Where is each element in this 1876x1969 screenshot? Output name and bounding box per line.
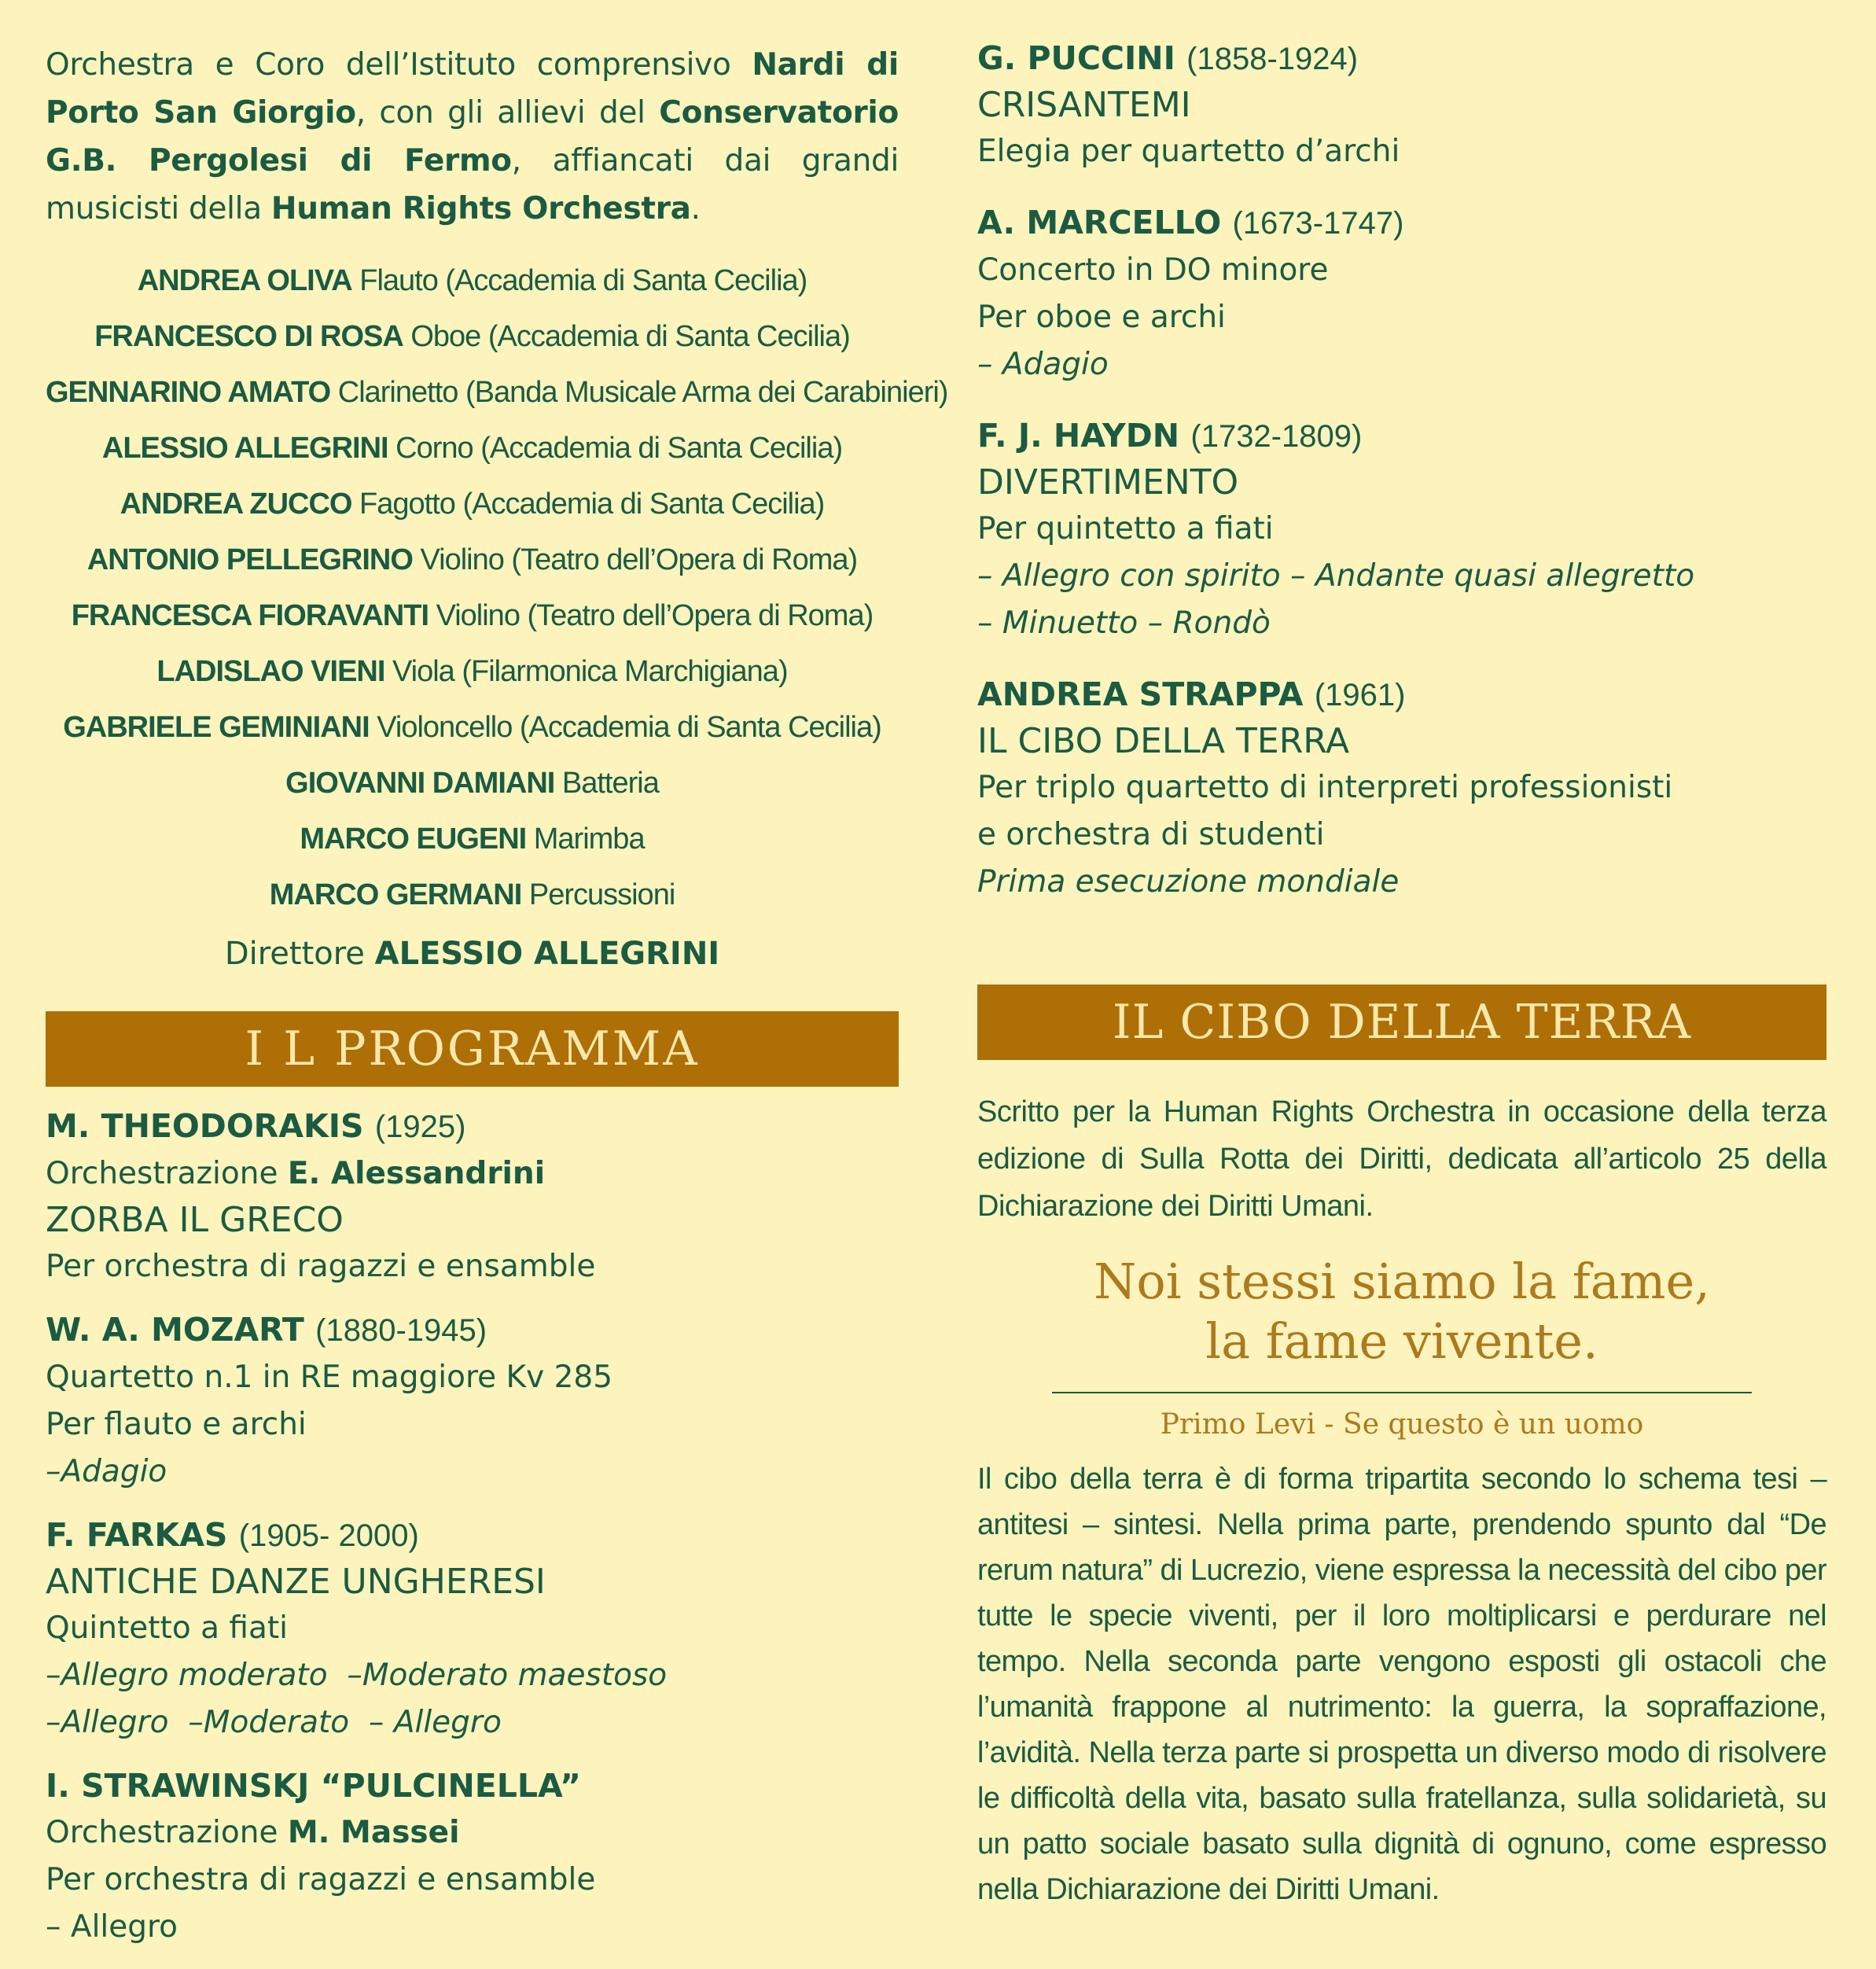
- divider: [1052, 1392, 1752, 1393]
- piece-description: Elegia per quartetto d’archi: [977, 134, 1400, 169]
- piece-composer: I. STRAWINSKJ “PULCINELLA”: [46, 1767, 581, 1805]
- musician-role: Batteria: [561, 767, 659, 800]
- piece-title: ZORBA IL GRECO: [46, 1200, 344, 1240]
- musician-role: Violoncello (Accademia di Santa Cecilia): [377, 711, 881, 744]
- composer-dates: (1961): [1314, 678, 1406, 712]
- musician-name: GENNARINO AMATO: [46, 376, 331, 409]
- intro-conservatory: Conservatorio G.B. Pergolesi di Fermo: [46, 95, 899, 178]
- piece-work: Quartetto n.1 in RE maggiore Kv 285: [46, 1360, 613, 1395]
- composer-name: M. THEODORAKIS: [46, 1107, 364, 1145]
- quote-line: Noi stessi siamo la fame,: [1094, 1253, 1710, 1310]
- piece-movement: – Minuetto – Rondò: [977, 605, 1271, 641]
- intro-text: Orchestra e Coro dell’Istituto comprensivo: [46, 47, 752, 83]
- piece-mozart: [46, 1306, 899, 1496]
- musician-role: Oboe (Accademia di Santa Cecilia): [410, 320, 850, 353]
- musician-name: LADISLAO VIENI: [156, 655, 385, 688]
- musician-row: [46, 365, 948, 421]
- piece-description: Per triplo quartetto di interpreti professionisti: [977, 770, 1673, 805]
- musician-name: GIOVANNI DAMIANI: [285, 767, 555, 800]
- composer-dates: (1925): [374, 1110, 466, 1144]
- piece-orchestration: [46, 1150, 899, 1198]
- piece-movement: – Allegro con spirito – Andante quasi allegretto: [977, 558, 1695, 594]
- composer-name: ANDREA STRAPPA: [977, 675, 1304, 713]
- piece-work: Concerto in DO minore: [977, 252, 1329, 288]
- composer-name: F. FARKAS: [46, 1516, 228, 1554]
- piece-composer: [46, 1102, 899, 1150]
- piece-composer: [46, 1511, 899, 1559]
- intro-school: Nardi di Porto San Giorgio: [46, 47, 899, 131]
- director-name: ALESSIO ALLEGRINI: [374, 936, 720, 972]
- composer-name: F. J. HAYDN: [977, 417, 1180, 455]
- piece-description: Quintetto a fiati: [46, 1610, 288, 1646]
- musician-row: [46, 812, 899, 867]
- piece-movement: –Adagio: [46, 1454, 167, 1489]
- musician-row: [46, 421, 899, 477]
- piece-title: ANTICHE DANZE UNGHERESI: [46, 1562, 546, 1602]
- composer-name: A. MARCELLO: [977, 204, 1222, 241]
- director-line: [46, 926, 899, 981]
- piece-farkas: [46, 1511, 899, 1746]
- orchestration-label: Orchestrazione: [46, 1156, 278, 1191]
- piece-puccini: [977, 35, 1826, 175]
- intro-orchestra: Human Rights Orchestra: [270, 191, 691, 226]
- quote-attribution: Primo Levi - Se questo è un uomo: [1160, 1408, 1644, 1441]
- programme-left: [46, 1102, 899, 1951]
- musician-role: Violino (Teatro dell’Opera di Roma): [420, 543, 858, 576]
- piece-description: e orchestra di studenti: [977, 817, 1325, 852]
- musician-row: [46, 867, 899, 923]
- piece-theodorakis: [46, 1102, 899, 1290]
- composer-dates: (1673-1747): [1232, 206, 1404, 241]
- piece-composer: [977, 412, 1826, 460]
- composer-name: W. A. MOZART: [46, 1311, 304, 1349]
- musician-name: ANDREA ZUCCO: [120, 488, 352, 521]
- intro-text: .: [690, 191, 701, 226]
- piece-note: Prima esecuzione mondiale: [977, 864, 1400, 900]
- musician-name: MARCO EUGENI: [300, 823, 527, 856]
- piece-haydn: [977, 412, 1826, 647]
- piece-description: Per quintetto a fiati: [977, 511, 1274, 547]
- cibo-description: Il cibo della terra è di forma tripartita secondo lo schema tesi – antitesi – sintesi. Nella prima parte, prendendo spunto dal “De rerum natura” di Lucrezio, viene espressa la necessità del cibo per tutte le specie viventi, per il loro moltiplicarsi e perdurare nel tempo. Nella seconda parte vengono esposti gli ostacoli che l’umanità frappone al nutrimento: la guerra, la sopraffazione, l’avidità. Nella terza parte si prospetta un diverso modo di risolvere le difficoltà della vita, basato sulla fratellanza, sulla solidarietà, su un patto sociale basato sulla dignità di ognuno, come espresso nella Dichiarazione dei Diritti Umani.: [977, 1463, 1826, 1906]
- composer-dates: (1732-1809): [1190, 419, 1363, 454]
- orchestrator-name: M. Massei: [287, 1815, 460, 1850]
- musician-role: Fagotto (Accademia di Santa Cecilia): [359, 488, 825, 521]
- musician-role: Flauto (Accademia di Santa Cecilia): [359, 264, 807, 297]
- piece-strappa: [977, 671, 1826, 906]
- musician-name: FRANCESCA FIORAVANTI: [71, 599, 429, 632]
- piece-movement: – Adagio: [977, 347, 1109, 382]
- musician-name: ANTONIO PELLEGRINO: [86, 543, 413, 576]
- musician-role: Percussioni: [528, 878, 675, 911]
- piece-description: Per flauto e archi: [46, 1407, 307, 1442]
- musician-row: [46, 253, 899, 309]
- orchestrator-name: E. Alessandrini: [287, 1156, 546, 1191]
- musicians-list: [46, 253, 948, 923]
- intro-paragraph: [46, 41, 899, 233]
- piece-movement: –Allegro moderato –Moderato maestoso: [46, 1658, 668, 1693]
- cibo-heading: IL CIBO DELLA TERRA: [977, 984, 1826, 1060]
- piece-description: Per oboe e archi: [977, 300, 1226, 335]
- composer-name: G. PUCCINI: [977, 39, 1175, 77]
- intro-text: , affiancati dai grandi musicisti della: [46, 143, 899, 226]
- musician-row: [46, 644, 899, 700]
- piece-strawinskj: [46, 1762, 899, 1951]
- programme-right: [977, 35, 1826, 906]
- musician-row: [46, 588, 899, 644]
- piece-marcello: [977, 199, 1826, 388]
- musician-role: Violino (Teatro dell’Opera di Roma): [436, 599, 874, 632]
- musician-role: Clarinetto (Banda Musicale Arma dei Carabinieri): [337, 376, 948, 409]
- musician-name: FRANCESCO DI ROSA: [94, 320, 403, 353]
- piece-description: Per orchestra di ragazzi e ensamble: [46, 1862, 596, 1897]
- musician-row: [46, 756, 899, 812]
- piece-composer: [46, 1306, 899, 1354]
- musician-name: GABRIELE GEMINIANI: [63, 711, 370, 744]
- musician-role: Marimba: [533, 823, 645, 856]
- musician-row: [46, 477, 899, 532]
- piece-composer: [977, 671, 1826, 719]
- musician-row: [46, 700, 899, 756]
- musician-name: ANDREA OLIVA: [137, 264, 352, 297]
- composer-dates: (1880-1945): [315, 1313, 487, 1348]
- left-column: [46, 0, 948, 1951]
- director-label: Direttore: [224, 936, 365, 972]
- piece-composer: [977, 35, 1826, 83]
- quote-line: la fame vivente.: [1205, 1312, 1598, 1370]
- musician-role: Viola (Filarmonica Marchigiana): [392, 655, 788, 688]
- piece-movement: – Allegro: [46, 1909, 178, 1945]
- piece-title: DIVERTIMENTO: [977, 462, 1239, 502]
- piece-movement: –Allegro –Moderato – Allegro: [46, 1705, 502, 1740]
- musician-row: [46, 532, 899, 588]
- right-column: [977, 0, 1826, 1912]
- musician-name: ALESSIO ALLEGRINI: [101, 432, 388, 465]
- composer-dates: (1905- 2000): [238, 1518, 419, 1553]
- piece-title: IL CIBO DELLA TERRA: [977, 721, 1350, 761]
- musician-role: Corno (Accademia di Santa Cecilia): [395, 432, 843, 465]
- quote: [977, 1252, 1826, 1371]
- cibo-intro: Scritto per la Human Rights Orchestra in occasione della terza edizione di Sulla Rotta dei Diritti, dedicata all’articolo 25 della Dichiarazione dei Diritti Umani.: [977, 1095, 1826, 1223]
- piece-title: CRISANTEMI: [977, 85, 1191, 125]
- musician-row: [46, 309, 899, 365]
- musician-name: MARCO GERMANI: [269, 878, 522, 911]
- composer-dates: (1858-1924): [1186, 42, 1359, 76]
- orchestration-label: Orchestrazione: [46, 1815, 278, 1850]
- piece-description: Per orchestra di ragazzi e ensamble: [46, 1249, 596, 1284]
- programme-heading: I L PROGRAMMA: [46, 1011, 899, 1087]
- piece-composer: [977, 199, 1826, 247]
- intro-text: , con gli allievi del: [355, 95, 660, 131]
- piece-orchestration: [46, 1809, 899, 1857]
